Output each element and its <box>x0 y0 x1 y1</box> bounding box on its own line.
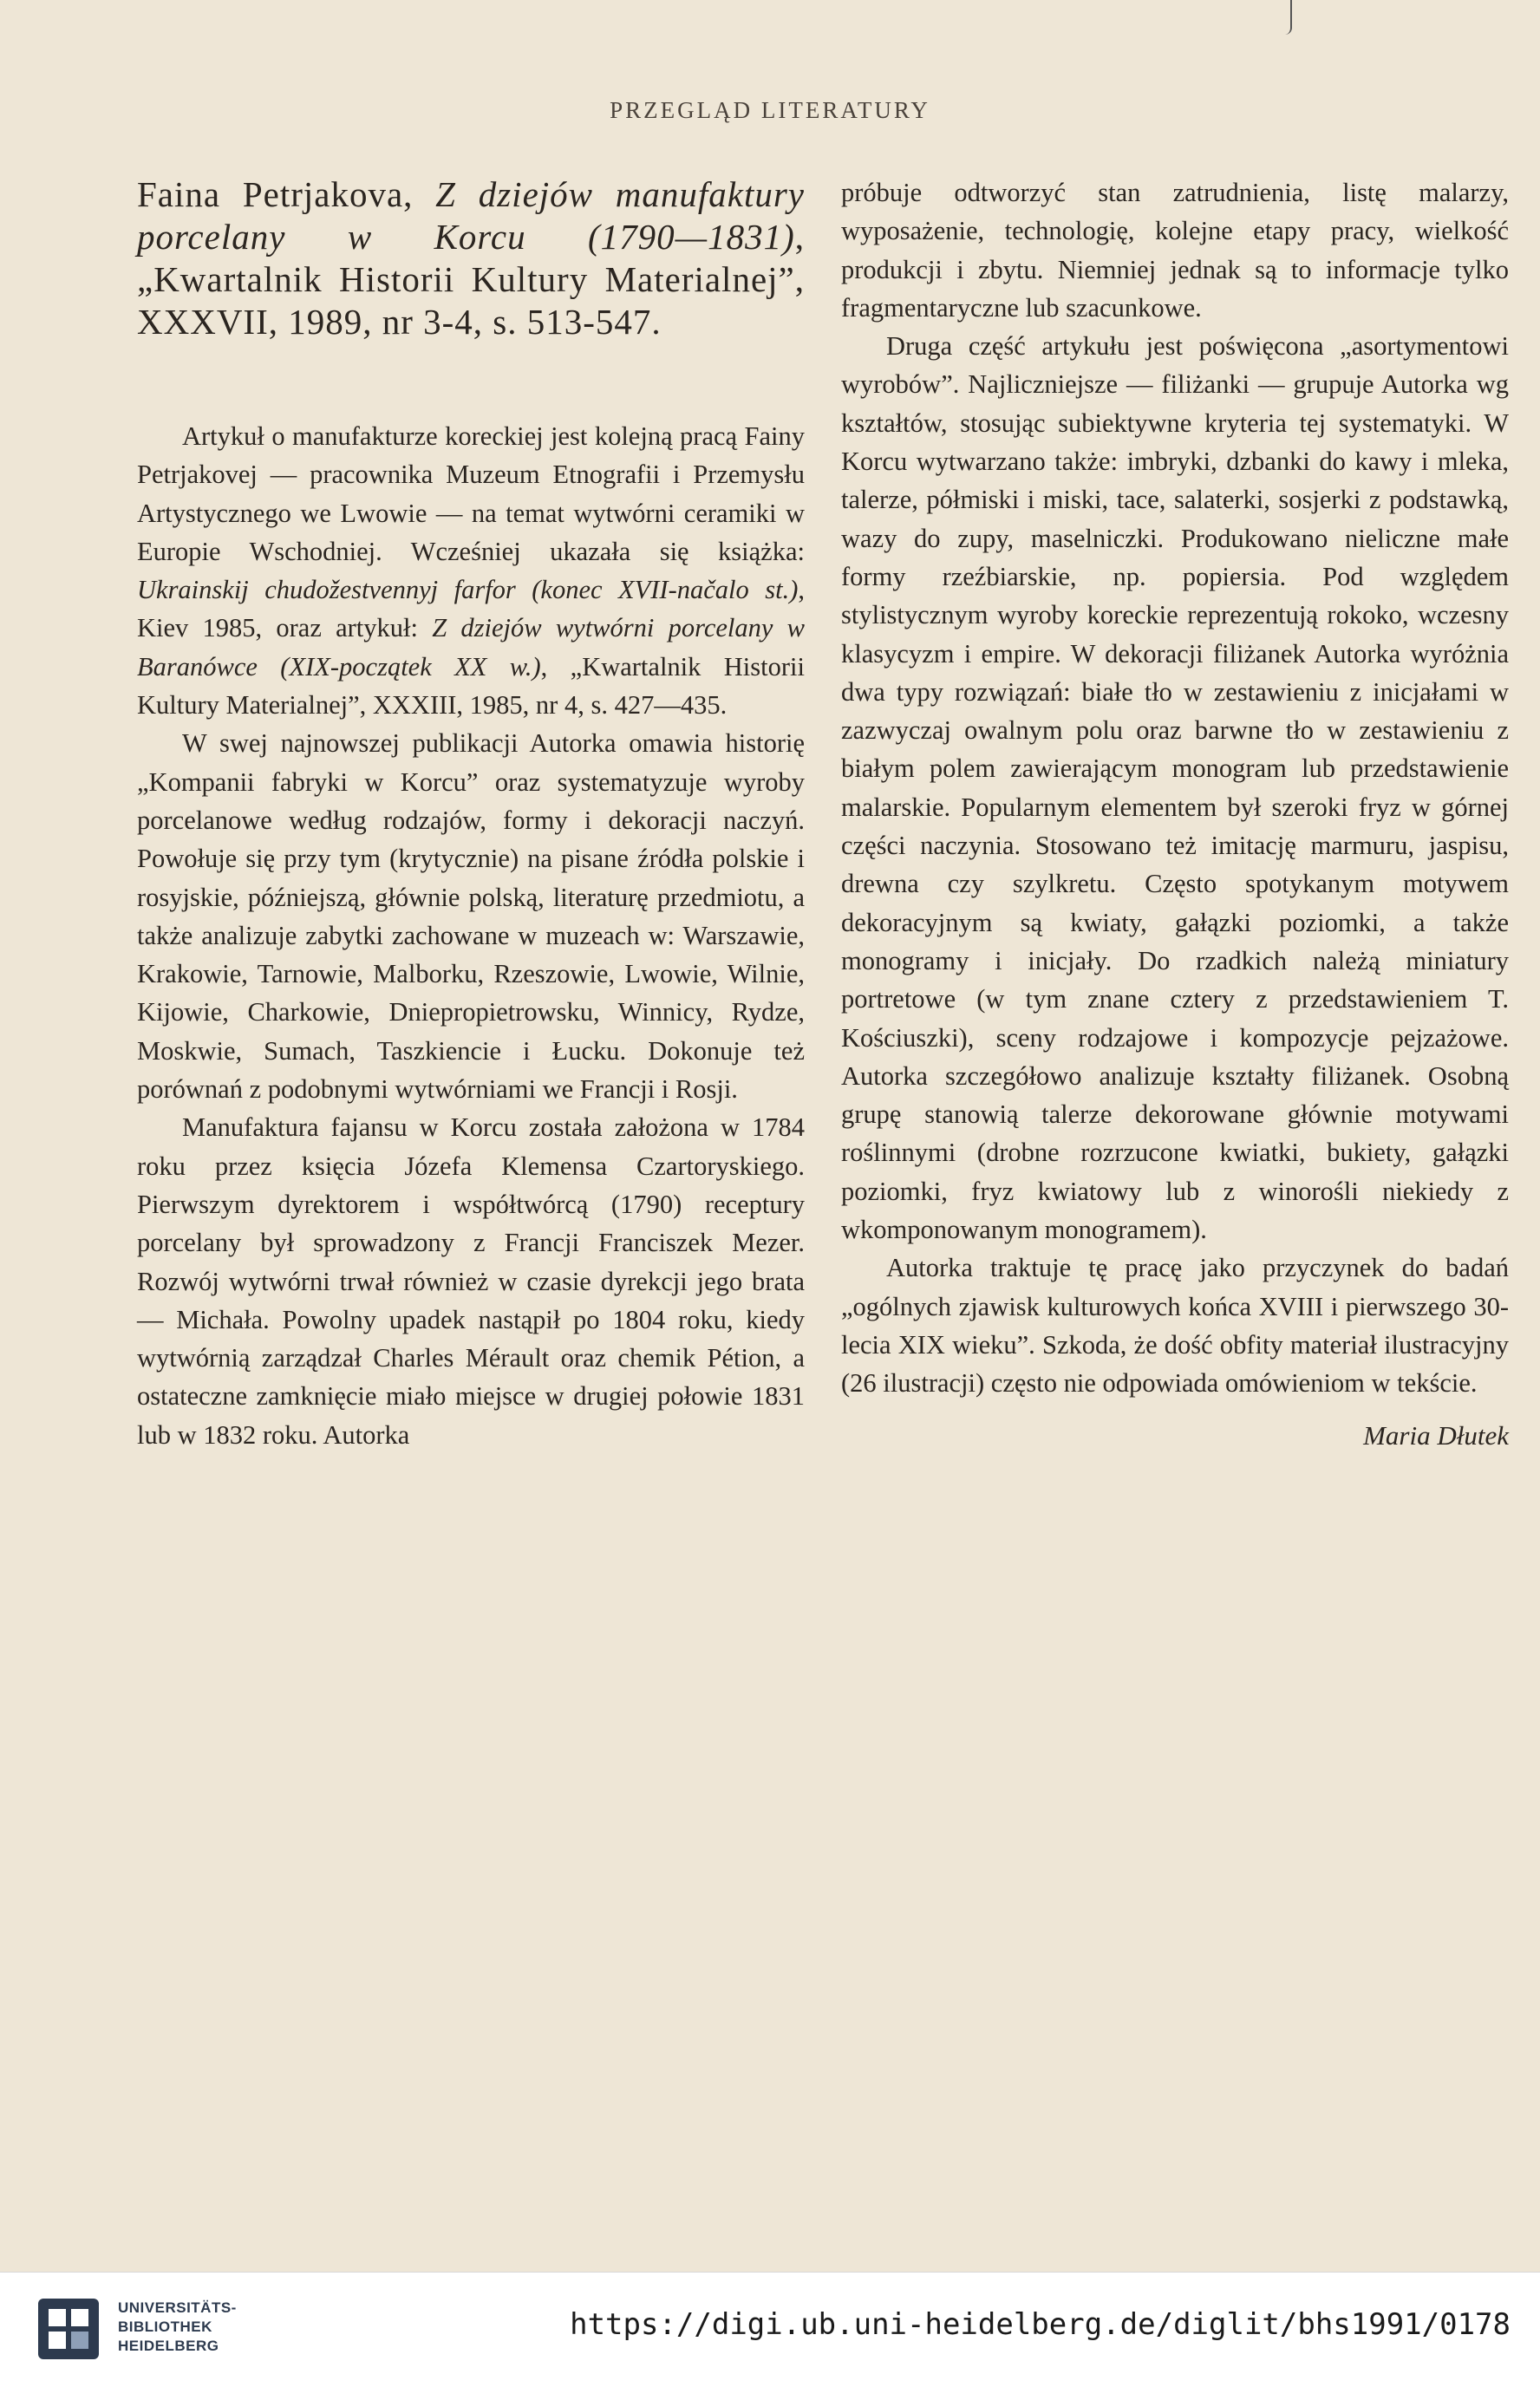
paragraph-3: Manufaktura fajansu w Korcu została założona w 1784 roku przez księcia Józefa Klemensa Czartoryskiego. Pierwszym dyrektorem i współtwórcą (1790) receptury porcelany był sprowadzony z Francji Franciszek Mezer. Rozwój wytwórni trwał również w czasie dyrekcji jego brata — Michała. Powolny upadek nastąpił po 1804 roku, kiedy wytwórnią zarządzał Charles Mérault oraz chemik Pétion, a ostateczne zamknięcie miało miejsce w drugiej połowie 1831 lub w 1832 roku. Autorka <box>137 1112 805 1450</box>
library-name-line-2: BIBLIOTHEK <box>118 2319 212 2335</box>
paragraph-1-article-title: Z dziejów wytwórni porcelany w Baranówce (XIX-początek XX w.) <box>137 613 806 682</box>
review-author-signature: Maria Dłutek <box>1363 1419 1509 1451</box>
paragraph-6: Autorka traktuje tę pracę jako przyczynek do badań „ogólnych zjawisk kulturowych końca XVIII i pierwszego 30-lecia XIX wieku”. Szkoda, że dość obfity materiał ilustracyjny (26 ilustracji) często nie odpowiada omówieniom w tekście. <box>841 1253 1509 1399</box>
paragraph-2: W swej najnowszej publikacji Autorka omawia historię „Kompanii fabryki w Korcu” oraz systematyzuje wyroby porcelanowe według rodzajów, formy i dekoracji naczyń. Powołuje się przy tym (krytycznie) na pisane źródła polskie i rosyjskie, późniejszą, głównie polską, literaturę przedmiotu, a także analizuje zabytki zachowane w muzeach w: Warszawie, Krakowie, Tarnowie, Malborku, Rzeszowie, Lwowie, Wilnie, Kijowie, Charkowie, Dniepropietrowsku, Winnicy, Rydze, Moskwie, Sumach, Taszkiencie i Łucku. Dokonuje też porównań z podobnymi wytwórniami we Francji i Rosji. <box>137 728 805 1105</box>
scan-edge-mark <box>1285 0 1292 35</box>
paragraph-1-text-c: , Kiev 1985, oraz artykuł: <box>137 575 805 643</box>
heidelberg-library-logo-icon <box>33 2293 104 2364</box>
left-column <box>137 173 805 1454</box>
library-footer-bar <box>0 2272 1540 2387</box>
right-column <box>841 173 1509 1451</box>
citation-source: , „Kwartalnik Historii Kultury Materialnej”, XXXVII, 1989, nr 3-4, s. 513-547. <box>137 217 805 342</box>
paragraph-1 <box>137 417 805 724</box>
paragraph-5: Druga część artykułu jest poświęcona „asortymentowi wyrobów”. Najliczniejsze — filiżanki — grupuje Autorka wg kształtów, stosując subiektywne kryteria tej systematyki. W Korcu wytwarzano także: imbryki, dzbanki do kawy i mleka, talerze, półmiski i miski, tace, salaterki, sosjerki z podstawką, wazy do zupy, maselniczki. Produkowano nieliczne małe formy rzeźbiarskie, np. popiersia. Pod względem stylistycznym wyroby koreckie reprezentują rokoko, wczesny klasycyzm i empire. W dekoracji filiżanek Autorka wyróżnia dwa typy rozwiązań: białe tło w zestawieniu z inicjałami w zazwyczaj owalnym polu oraz barwne tło w zestawieniu z białym polem zawierającym monogram lub przedstawienie malarskie. Popularnym elementem był szeroki fryz w górnej części naczynia. Stosowano też imitację marmuru, jaspisu, drewna czy szylkretu. Często spotykanym motywem dekoracyjnym są kwiaty, gałązki poziomki, a także monogramy i inicjały. Do rzadkich należą miniatury portretowe (w tym znane cztery z przedstawieniem T. Kościuszki), sceny rodzajowe i kompozycje pejzażowe. Autorka szczegółowo analizuje kształty filiżanek. Osobną grupę stanowią talerze dekorowane głównie motywami roślinnymi (drobne rozrzucone kwiatki, bukiety, gałązki poziomki, fryz kwiatowy lub z winorośli niekiedy z wkomponowanym monogramem). <box>841 331 1509 1245</box>
paragraph-1-text-a: Artykuł o manufakturze koreckiej jest kolejną pracą Fainy Petrjakovej — pracownika Muzeum Etnografii i Przemysłu Artystycznego we Lwowie — na temat wytwórni ceramiki w Europie Wschodniej. Wcześniej ukazała się książka: <box>137 421 805 566</box>
paragraph-4: próbuje odtworzyć stan zatrudnienia, listę malarzy, wyposażenie, technologię, kolejne etapy pracy, wielkość produkcji i zbytu. Niemniej jednak są to informacje tylko fragmentaryczne lub szacunkowe. <box>841 178 1509 323</box>
running-header: PRZEGLĄD LITERATURY <box>610 97 930 123</box>
library-name-line-3: HEIDELBERG <box>118 2338 219 2354</box>
citation-author: Faina Petrjakova, <box>137 174 436 214</box>
paragraph-1-book-title: Ukrainskij chudožestvennyj farfor (konec XVII-načalo st.) <box>137 575 799 605</box>
paragraph-1-text-e: , „Kwartalnik Historii Kultury Materialnej”, XXXIII, 1985, nr 4, s. 427—435. <box>137 651 805 721</box>
library-name <box>118 2299 237 2356</box>
citation-title: Z dziejów manufaktury porcelany w Korcu (1790—1831) <box>137 174 805 257</box>
library-name-line-1: UNIVERSITÄTS- <box>118 2299 237 2316</box>
bibliographic-citation <box>137 173 805 343</box>
permalink-url[interactable]: https://digi.ub.uni-heidelberg.de/diglit/bhs1991/0178 <box>570 2307 1511 2342</box>
